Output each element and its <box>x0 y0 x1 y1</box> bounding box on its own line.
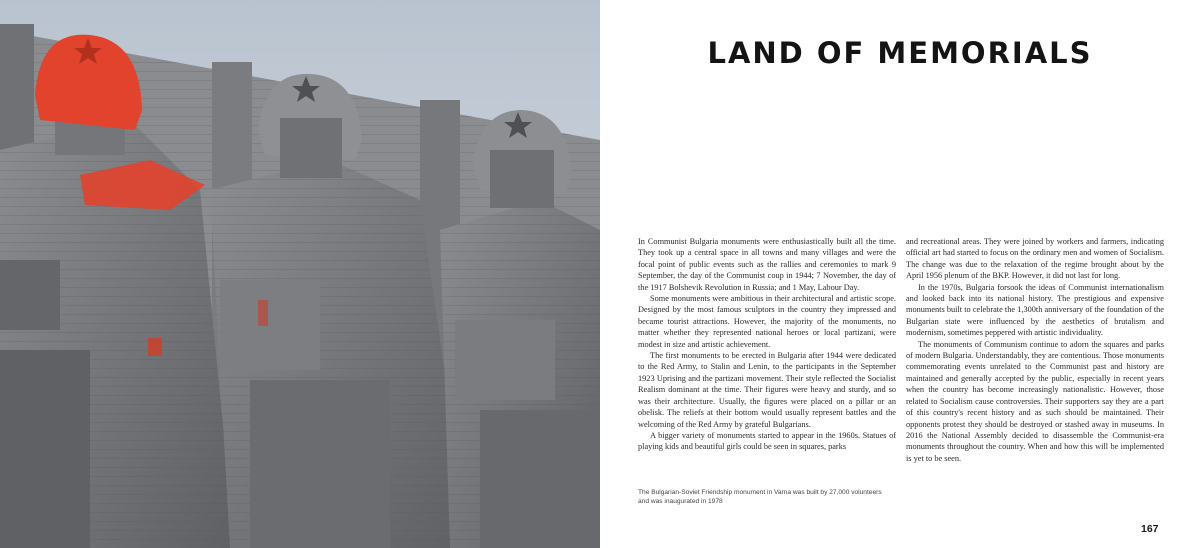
text-column-left <box>638 236 896 453</box>
paragraph: The monuments of Communism continue to adorn the squares and parks of modern Bulgaria. Understandably, they are contentious. Those monuments commemorating events unrelated to the Communist past and history are maintained and generally accepted by the public, especially in recent years when the country has become increasingly nationalistic. However, those related to Socialism cause controversies. Their supporters say they are a part of this country's recent history and as such should be maintained. Their opponents protest they should be destroyed or stashed away in museums. In 2016 the National Assembly decided to disassemble the Communist-era monuments throughout the country. When and how this will be implemented is yet to be seen. <box>906 339 1164 463</box>
paragraph: A bigger variety of monuments started to appear in the 1960s. Statues of playing kids and beautiful girls could be seen in squares, parks <box>638 430 896 452</box>
text-page <box>600 0 1200 548</box>
paragraph: The first monuments to be erected in Bulgaria after 1944 were dedicated to the Red Army, to Stalin and Lenin, to the participants in the September 1923 Uprising and the partizani movement. Their style reflected the Socialist Realism dominant at the time. Their figures were heavy and sturdy, and so was their architecture. Usually, the figures were placed on a pillar or an obelisk. The reliefs at their bottom would usually represent battles and the welcoming of the Red Army by grateful Bulgarians. <box>638 351 896 429</box>
page-number: 167 <box>1141 523 1159 535</box>
paragraph: Some monuments were ambitious in their architectural and artistic scope. Designed by the most famous sculptors in the country they impressed and became tourist attractions. However, the majority of the monuments, no matter whether they represented national heroes or local partizani, were modest in size and artistic achievement. <box>638 294 896 349</box>
paragraph: In Communist Bulgaria monuments were enthusiastically built all the time. They took up a central space in all towns and many villages and were the focal point of public events such as the rallies and ceremonies to mark 9 September, the day of the Communist coup in 1944; 7 November, the day of the 1917 Bolshevik Revolution in Russia; and 1 May, Labour Day. <box>638 237 896 292</box>
paragraph: and recreational areas. They were joined by workers and farmers, indicating official art had started to focus on the ordinary men and women of Socialism. The change was due to the relaxation of the regime brought about by the April 1956 plenum of the BKP. However, it did not last for long. <box>906 237 1164 281</box>
page-title: LAND OF MEMORIALS <box>707 36 1093 70</box>
paragraph: In the 1970s, Bulgaria forsook the ideas of Communist internationalism and looked back into its national history. The prestigious and expensive monuments built to celebrate the 1,300th anniversary of the foundation of the Bulgarian state were influenced by the aesthetics of brutalism and modernism, sometimes peppered with artistic individuality. <box>906 282 1164 338</box>
photo-caption: The Bulgarian-Soviet Friendship monument in Varna was built by 27,000 volunteers and was inaugurated in 1978 <box>638 489 882 505</box>
text-column-right <box>906 236 1164 464</box>
